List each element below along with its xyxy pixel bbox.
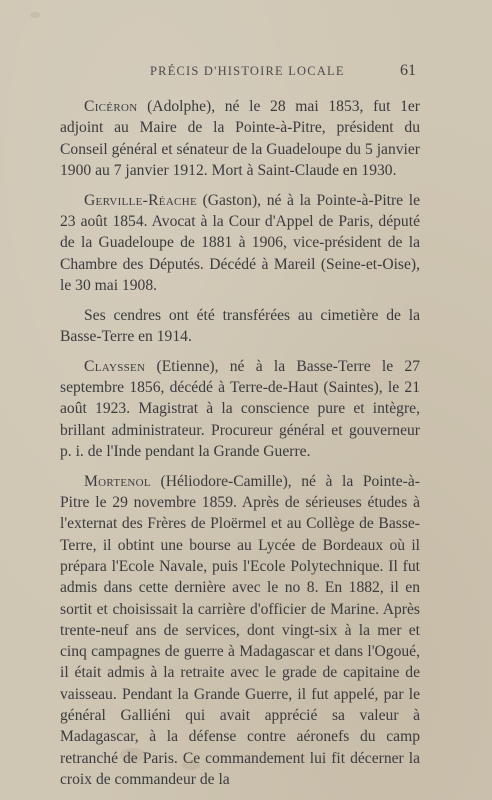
entry-paragraph bbox=[60, 96, 420, 181]
entry-name: Mortenol bbox=[84, 472, 151, 490]
entry-text: (Héliodore-Camille), né à la Pointe-à-Pitre le 29 novembre 1859. Après de sérieuses études à l'externat des Frères de Ploërmel et au Collège de Basse-Terre, il obtint une bourse au Lycée de Bordeaux où il prépara l'Ecole Navale, puis l'Ecole Polytechnique. Il fut admis dans cette dernière avec le no 8. En 1882, il en sortit et choisissait la carrière d'officier de Marine. Après trente-neuf ans de services, dont vingt-six à la mer et cinq campagnes de guerre à Madagascar et dans l'Ogoué, il était admis à la retraite avec le grade de capitaine de vaisseau. Pendant la Grande Guerre, il fut appelé, par le général Galliéni qui avait apprécié sa valeur à Madagascar, à la défense contre aéronefs du camp retranché de Paris. Ce commandement lui fit décerner la croix de commandeur de la bbox=[60, 472, 420, 788]
entry-text: (Adolphe), né le 28 mai 1853, fut 1er adjoint au Maire de la Pointe-à-Pitre, président du Conseil général et sénateur de la Guadeloupe du 5 janvier 1900 au 7 janvier 1912. Mort à Saint-Claude en 1930. bbox=[60, 98, 420, 179]
page-body bbox=[60, 96, 420, 799]
entry-text: (Gaston), né à la Pointe-à-Pitre le 23 août 1854. Avocat à la Cour d'Appel de Paris, député de la Guadeloupe de 1881 à 1906, vice-président de la Chambre des Députés. Décédé à Mareil (Seine-et-Oise), le 30 mai 1908. bbox=[60, 191, 420, 294]
entry-name: Clayssen bbox=[84, 357, 146, 375]
entry-text: Ses cendres ont été transférées au cimetière de la Basse-Terre en 1914. bbox=[60, 306, 420, 345]
entry-paragraph bbox=[60, 305, 420, 348]
page-number: 61 bbox=[400, 62, 416, 79]
running-header bbox=[0, 62, 492, 84]
entry-paragraph bbox=[60, 356, 420, 462]
entry-name: Gerville-Réache bbox=[84, 191, 197, 209]
entry-name: Cicéron bbox=[84, 98, 138, 115]
paper-stain bbox=[30, 12, 40, 18]
running-title: PRÉCIS D'HISTOIRE LOCALE bbox=[150, 64, 345, 78]
entry-text: (Etienne), né à la Basse-Terre le 27 septembre 1856, décédé à Terre-de-Haut (Saintes), le 21 août 1923. Magistrat à la conscience pure et intègre, brillant administrateur. Procureur général et gouverneur p. i. de l'Inde pendant la Grande Guerre. bbox=[60, 357, 420, 460]
entry-paragraph bbox=[60, 471, 420, 790]
entry-paragraph bbox=[60, 190, 420, 296]
